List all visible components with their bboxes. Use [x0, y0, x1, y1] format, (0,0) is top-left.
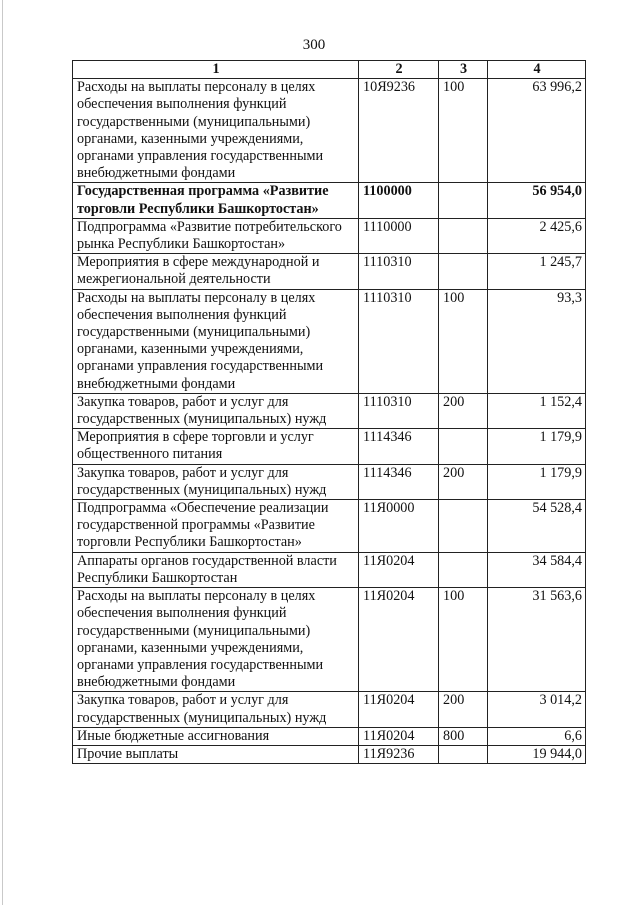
table-row: [73, 289, 586, 393]
table-row: [73, 745, 586, 763]
row-name-cell: Аппараты органов государственной власти Республики Башкортостан: [73, 552, 359, 587]
row-code-cell: 1114346: [359, 464, 439, 499]
table-row: [73, 429, 586, 464]
row-code-cell: 1110310: [359, 393, 439, 428]
row-code-cell: 11Я0000: [359, 500, 439, 553]
row-expense-type-cell: [439, 218, 488, 253]
header-col-4: 4: [488, 61, 586, 79]
row-code-cell: 10Я9236: [359, 79, 439, 183]
row-code-cell: 11Я0204: [359, 692, 439, 727]
row-code-cell: 11Я0204: [359, 727, 439, 745]
row-code-cell: 1114346: [359, 429, 439, 464]
row-name-cell: Закупка товаров, работ и услуг для государственных (муниципальных) нужд: [73, 393, 359, 428]
row-expense-type-cell: [439, 745, 488, 763]
table-row: [73, 218, 586, 253]
row-expense-type-cell: [439, 500, 488, 553]
page-edge-line: [2, 0, 3, 905]
page-number: 300: [302, 37, 326, 53]
row-code-cell: 1110310: [359, 254, 439, 289]
row-amount-cell: 1 179,9: [488, 464, 586, 499]
row-amount-cell: 93,3: [488, 289, 586, 393]
row-amount-cell: 54 528,4: [488, 500, 586, 553]
table-row: [73, 727, 586, 745]
row-expense-type-cell: [439, 552, 488, 587]
row-amount-cell: 63 996,2: [488, 79, 586, 183]
row-amount-cell: 2 425,6: [488, 218, 586, 253]
row-name-cell: Мероприятия в сфере международной и межрегиональной деятельности: [73, 254, 359, 289]
row-name-cell: Расходы на выплаты персоналу в целях обеспечения выполнения функций государственными (муниципальными) органами, казенными учреждениями, органами управления государственными внебюджетными фондами: [73, 588, 359, 692]
row-expense-type-cell: 200: [439, 393, 488, 428]
row-amount-cell: 6,6: [488, 727, 586, 745]
row-name-cell: Закупка товаров, работ и услуг для государственных (муниципальных) нужд: [73, 464, 359, 499]
row-amount-cell: 1 152,4: [488, 393, 586, 428]
header-col-1: 1: [73, 61, 359, 79]
table-body: [73, 79, 586, 764]
row-code-cell: 11Я0204: [359, 552, 439, 587]
header-col-2: 2: [359, 61, 439, 79]
table-row: [73, 254, 586, 289]
row-amount-cell: 56 954,0: [488, 183, 586, 218]
row-amount-cell: 31 563,6: [488, 588, 586, 692]
table-row: [73, 692, 586, 727]
row-amount-cell: 1 179,9: [488, 429, 586, 464]
table-row: [73, 183, 586, 218]
row-name-cell: Расходы на выплаты персоналу в целях обеспечения выполнения функций государственными (муниципальными) органами, казенными учреждениями, органами управления государственными внебюджетными фондами: [73, 289, 359, 393]
row-name-cell: Мероприятия в сфере торговли и услуг общественного питания: [73, 429, 359, 464]
row-name-cell: Подпрограмма «Обеспечение реализации государственной программы «Развитие торговли Республики Башкортостан»: [73, 500, 359, 553]
row-name-cell: Иные бюджетные ассигнования: [73, 727, 359, 745]
budget-table: [72, 60, 586, 764]
row-expense-type-cell: 200: [439, 464, 488, 499]
row-expense-type-cell: 100: [439, 588, 488, 692]
header-col-3: 3: [439, 61, 488, 79]
table-row: [73, 79, 586, 183]
table-row: [73, 393, 586, 428]
row-expense-type-cell: [439, 254, 488, 289]
table-row: [73, 552, 586, 587]
table-row: [73, 500, 586, 553]
row-name-cell: Прочие выплаты: [73, 745, 359, 763]
row-name-cell: Закупка товаров, работ и услуг для государственных (муниципальных) нужд: [73, 692, 359, 727]
table-header-row: [73, 61, 586, 79]
row-amount-cell: 1 245,7: [488, 254, 586, 289]
table-row: [73, 464, 586, 499]
row-amount-cell: 34 584,4: [488, 552, 586, 587]
row-expense-type-cell: 100: [439, 289, 488, 393]
table-row: [73, 588, 586, 692]
row-expense-type-cell: 200: [439, 692, 488, 727]
row-name-cell: Расходы на выплаты персоналу в целях обеспечения выполнения функций государственными (муниципальными) органами, казенными учреждениями, органами управления государственными внебюджетными фондами: [73, 79, 359, 183]
row-code-cell: 11Я0204: [359, 588, 439, 692]
row-code-cell: 1110310: [359, 289, 439, 393]
row-name-cell: Подпрограмма «Развитие потребительского рынка Республики Башкортостан»: [73, 218, 359, 253]
row-expense-type-cell: [439, 183, 488, 218]
row-code-cell: 1100000: [359, 183, 439, 218]
row-code-cell: 1110000: [359, 218, 439, 253]
row-expense-type-cell: 100: [439, 79, 488, 183]
row-amount-cell: 19 944,0: [488, 745, 586, 763]
row-code-cell: 11Я9236: [359, 745, 439, 763]
row-name-cell: Государственная программа «Развитие торговли Республики Башкортостан»: [73, 183, 359, 218]
row-expense-type-cell: [439, 429, 488, 464]
row-amount-cell: 3 014,2: [488, 692, 586, 727]
row-expense-type-cell: 800: [439, 727, 488, 745]
